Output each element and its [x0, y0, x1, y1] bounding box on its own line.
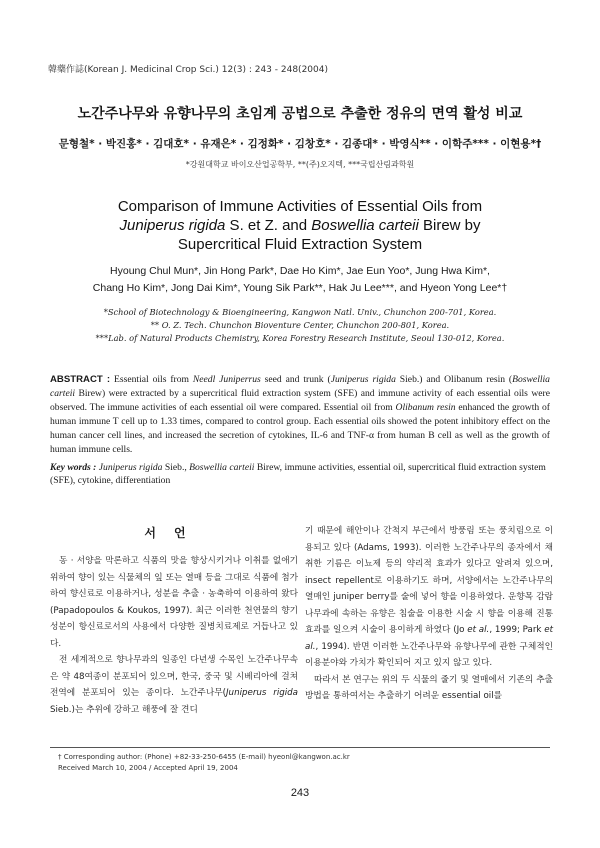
english-authors	[70, 263, 530, 297]
page-number: 243	[290, 787, 310, 799]
paragraph: 동 · 서양을 막론하고 식품의 맛을 향상시키거나 이취를 없애기 위하여 향이 있는 식물체의 잎 또는 열매 등을 그대로 식품에 첨가하여 향신료로 이용하거나, 성분을 추출 · 농축하여 이용하여 왔다 (Papadopoulos & Koukos, 1997). 최근 이러한 천연물의 향기성분이 항신료로서의 사용에서 다양한 질병치료제로 거듭나고 있다.	[50, 556, 298, 649]
english-affiliations	[60, 306, 540, 345]
species-juniperus: Juniperus rigida	[119, 217, 226, 234]
abstract-italic: Juniperus rigida	[330, 374, 396, 385]
title-mid: S. et Z. and	[225, 217, 312, 234]
english-authors-line1: Hyoung Chul Mun*, Jin Hong Park*, Dae Ho Kim*, Jae Eun Yoo*, Jung Hwa Kim*,	[110, 265, 490, 277]
keyword-text: Birew, immune activities, essential oil, supercritical fluid extraction system (SFE), cytokine, differentiation	[50, 462, 546, 486]
paragraph	[50, 652, 298, 718]
affiliation-3: ***Lab. of Natural Products Chemistry, Korea Forestry Research Institute, Seoul 130-012, Korea.	[95, 333, 505, 343]
english-authors-line2: Chang Ho Kim*, Jong Dai Kim*, Young Sik Park**, Hak Ju Lee***, and Hyeon Yong Lee*†	[92, 282, 508, 294]
body-column-left	[50, 553, 298, 718]
paragraph-text: Sieb.)는 추위에 강하고 해풍에 잘 견디	[50, 704, 198, 715]
abstract-label: ABSTRACT :	[50, 374, 111, 385]
abstract-text: Essential oils from	[110, 374, 193, 385]
keywords	[50, 461, 550, 487]
abstract-text: enhanced the growth of human immune T cell up to 1.33 times, compared to control group. Each essential oils showed the potent inhibitory effect on the human cancer cell lines, and increased the secretion of cytokines, IL-6 and TNF-α from human B cell as well as the growth of human immune cells.	[50, 402, 550, 455]
korean-authors: 문형철* · 박진홍* · 김대호* · 유재은* · 김정화* · 김창호* · 김종대* · 박영식** · 이학주*** · 이현용*†	[58, 138, 542, 150]
abstract	[50, 373, 550, 457]
paragraph: 따라서 본 연구는 위의 두 식물의 줄기 및 열매에서 기존의 추출방법을 통하여서는 추출하기 어려운 essential oil를	[305, 674, 553, 701]
abstract-italic: Olibanum resin	[395, 402, 456, 413]
keywords-label: Key words :	[50, 462, 97, 473]
species-boswellia: Boswellia carteii	[311, 217, 419, 234]
english-title-line2	[60, 216, 540, 235]
received-dates: Received March 10, 2004 / Accepted April 19, 2004	[58, 763, 238, 772]
abstract-italic: Boswellia carteii	[50, 374, 550, 399]
paragraph-italic: Juniperus rigida	[226, 688, 298, 698]
paragraph-text: , 1994). 반면 이러한 노간주나무와 유향나무에 관한 구체적인 이용분야와 가치가 확인되어 지고 있지 않고 있다.	[305, 641, 553, 668]
korean-affiliations: *강원대학교 바이오산업공학부, **(주)오지텍, ***국립산림과학원	[185, 160, 415, 169]
paragraph-italic: et al.	[305, 625, 554, 652]
paragraph	[305, 523, 553, 672]
footnote	[58, 752, 548, 773]
section-title: 서언	[144, 526, 204, 540]
keyword-text: Sieb.,	[162, 462, 190, 473]
body-column-right	[305, 523, 553, 705]
journal-header: 韓藥作誌(Korean J. Medicinal Crop Sci.) 12(3) : 243 - 248(2004)	[48, 65, 328, 75]
keyword-italic: Juniperus rigida	[98, 462, 163, 473]
affiliation-1: *School of Biotechnology & Bioengineering, Kangwon Natl. Univ., Chunchon 200-701, Korea.	[103, 307, 497, 317]
corresponding-author: † Corresponding author: (Phone) +82-33-250-6455 (E-mail) hyeonl@kangwon.ac.kr	[58, 753, 350, 761]
english-title-line1: Comparison of Immune Activities of Essential Oils from	[117, 198, 483, 215]
title-end: Birew by	[418, 217, 481, 234]
english-title-line3: Supercritical Fluid Extraction System	[177, 236, 423, 253]
paragraph-text: 전 세계적으로 향나무과의 일종인 다년생 수목인 노간주나무속은 약 48여종이 분포되어 있으며, 한국, 중국 및 시베리아에 걸쳐 전역에 분포되어 있는 종이다. 노간주나무(	[50, 655, 298, 698]
paragraph-text: 기 때문에 해안이나 간척지 부근에서 방풍림 또는 풍치림으로 이용되고 있다 (Adams, 1993). 이러한 노간주나무의 종자에서 채취한 기름은 이뇨제 등의 약리적 효과가 있다고 알려져 있으며, insect repellent로 이용하기도 하며, 서양에서는 노간주나무의 열매인 juniper berry를 술에 넣어 향을 이용하였다. 운향목 감람나무과에 속하는 유향은 침술을 이용한 시술 시 향을 이용해 진통 효과를 일으켜 시술이 용이하게 하였다 (Jo	[305, 526, 553, 635]
keyword-italic: Boswellia carteii	[189, 462, 255, 473]
paragraph-text: , 1999; Park	[489, 625, 545, 635]
affiliation-2: ** O. Z. Tech. Chunchon Bioventure Center, Chunchon 200-801, Korea.	[150, 320, 450, 330]
paragraph-italic: et al.	[467, 625, 490, 635]
footnote-divider	[50, 747, 550, 748]
english-title	[60, 197, 540, 254]
abstract-text: seed and trunk (	[260, 374, 331, 385]
abstract-text: Sieb.) and Olibanum resin (	[395, 374, 513, 385]
abstract-text: Birew) were extracted by a supercritical fluid extraction system (SFE) and immune activity of each essential oils were observed. The immune activities of each essential oil were compared. Essential oil from	[50, 388, 550, 413]
abstract-italic: Needl Juniperrus	[192, 374, 261, 385]
korean-title: 노간주나무와 유향나무의 초임계 공법으로 추출한 정유의 면역 활성 비교	[77, 106, 523, 122]
